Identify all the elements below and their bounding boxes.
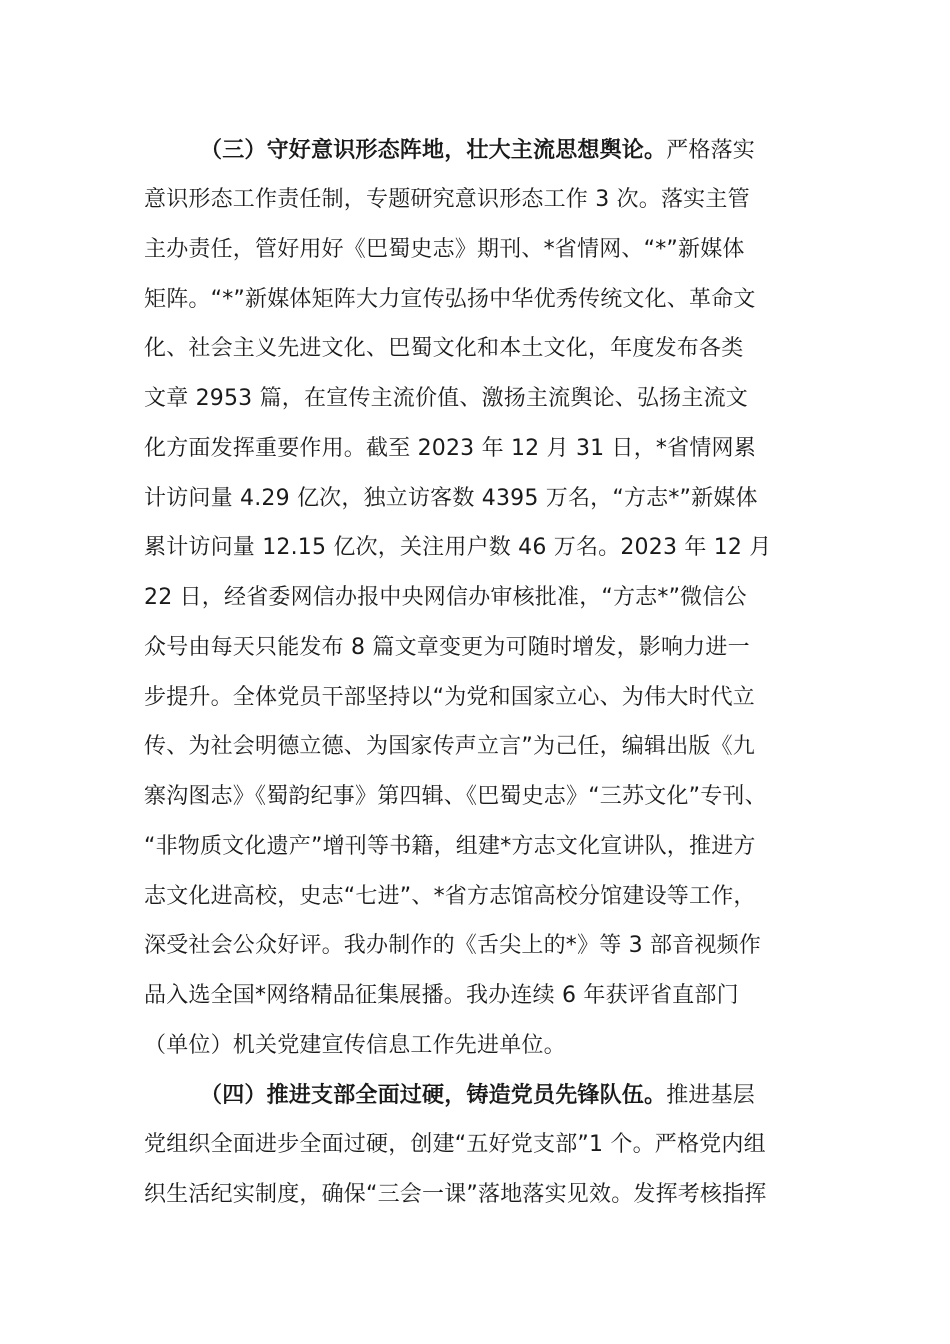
paragraph-line: 化、社会主义先进文化、巴蜀文化和本土文化，年度发布各类 <box>144 336 744 361</box>
section-heading-4: （四）推进支部全面过硬，铸造党员先锋队伍。 <box>200 1083 667 1108</box>
paragraph-line: 意识形态工作责任制，专题研究意识形态工作 3 次。落实主管 <box>144 187 750 212</box>
paragraph-line: 寨沟图志》《蜀韵纪事》第四辑、《巴蜀史志》“三苏文化”专刊、 <box>144 784 767 809</box>
paragraph-line: 党组织全面进步全面过硬，创建“五好党支部”1 个。严格党内组 <box>144 1132 766 1157</box>
paragraph-line: 织生活纪实制度，确保“三会一课”落地落实见效。发挥考核指挥 <box>144 1182 767 1207</box>
paragraph-2-line-1 <box>200 1081 755 1111</box>
paragraph-line: 传、为社会明德立德、为国家传声立言”为己任，编辑出版《九 <box>144 734 755 759</box>
paragraph-line: 志文化进高校，史志“七进”、*省方志馆高校分馆建设等工作， <box>144 884 756 909</box>
paragraph-line: 步提升。全体党员干部坚持以“为党和国家立心、为伟大时代立 <box>144 685 755 710</box>
paragraph-line: 化方面发挥重要作用。截至 2023 年 12 月 31 日，*省情网累 <box>144 436 756 461</box>
paragraph-line: 文章 2953 篇，在宣传主流价值、激扬主流舆论、弘扬主流文 <box>144 386 748 411</box>
paragraph-line: 深受社会公众好评。我办制作的《舌尖上的*》等 3 部音视频作 <box>144 933 761 958</box>
paragraph-line: 累计访问量 12.15 亿次，关注用户数 46 万名。2023 年 12 月 <box>144 535 772 560</box>
paragraph-text: 严格落实 <box>666 138 756 163</box>
paragraph-text: 推进基层 <box>666 1083 756 1108</box>
paragraph-line: （单位）机关党建宣传信息工作先进单位。 <box>144 1033 566 1058</box>
paragraph-line: 众号由每天只能发布 8 篇文章变更为可随时增发，影响力进一 <box>144 635 750 660</box>
paragraph-line: 22 日，经省委网信办报中央网信办审核批准，“方志*”微信公 <box>144 585 747 610</box>
paragraph-line: 主办责任，管好用好《巴蜀史志》期刊、*省情网、“*”新媒体 <box>144 237 745 262</box>
paragraph-line: 品入选全国*网络精品征集展播。我办连续 6 年获评省直部门 <box>144 983 739 1008</box>
paragraph-line: 矩阵。“*”新媒体矩阵大力宣传弘扬中华优秀传统文化、革命文 <box>144 287 756 312</box>
section-heading-3: （三）守好意识形态阵地，壮大主流思想舆论。 <box>200 138 667 163</box>
paragraph-1-line-1 <box>200 136 755 166</box>
paragraph-line: 计访问量 4.29 亿次，独立访客数 4395 万名，“方志*”新媒体 <box>144 486 758 511</box>
paragraph-line: “非物质文化遗产”增刊等书籍，组建*方志文化宣讲队，推进方 <box>144 834 756 859</box>
